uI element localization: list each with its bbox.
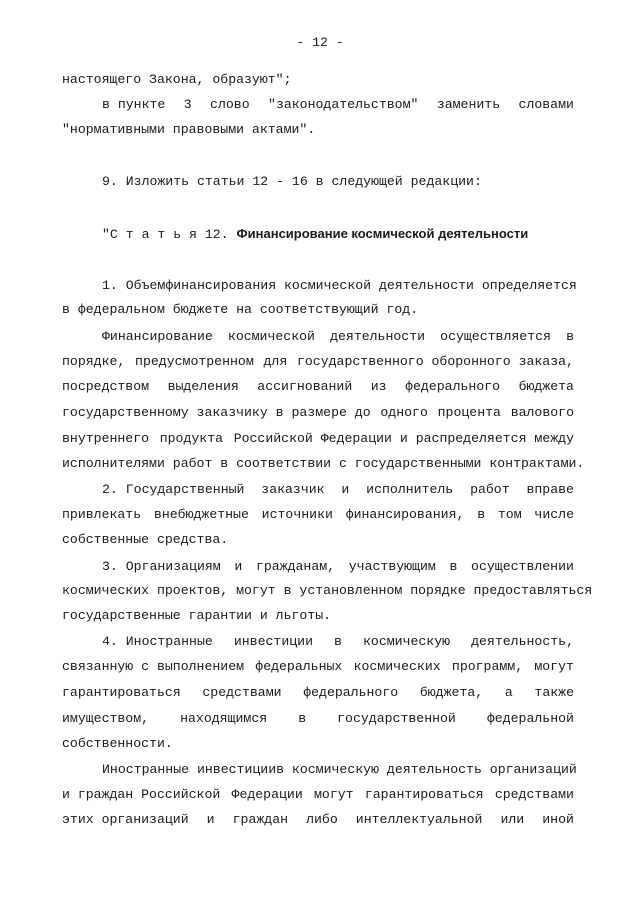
- line-word: в космическую деятельность организаций: [276, 762, 577, 777]
- line-word: космических: [353, 659, 441, 674]
- line-word: Российской Федерации и распределяется между: [233, 431, 574, 446]
- line-word: программ,: [451, 659, 524, 674]
- line-word: государственной: [337, 711, 456, 726]
- line-word: либо: [306, 812, 338, 827]
- line-word: в: [477, 507, 486, 522]
- line-word: выделения: [167, 379, 239, 394]
- text-line: [62, 431, 574, 447]
- line-word: государственному заказчику в размере до: [62, 405, 371, 420]
- line-word: работ: [470, 482, 510, 497]
- line-word: имуществом,: [62, 711, 150, 726]
- line-word: 2. Государственный: [102, 482, 245, 497]
- line-text: исполнителями работ в соответствии с государственными контрактами.: [62, 456, 585, 471]
- line-word: Финансирование: [102, 329, 213, 344]
- line-word: словами: [518, 97, 574, 112]
- text-line: [62, 72, 574, 88]
- line-word: Иностранные инвестиции: [102, 762, 277, 777]
- line-word: финансирования,: [345, 507, 465, 522]
- line-word: для: [263, 354, 288, 369]
- line-word: бюджета,: [419, 685, 484, 700]
- text-line: [62, 736, 574, 752]
- text-line: [62, 711, 574, 727]
- line-word: 3. Организациям: [102, 559, 221, 574]
- text-line: [102, 762, 577, 778]
- line-word: внебюджетные: [153, 507, 249, 522]
- line-word: и: [341, 482, 350, 497]
- text-line: [62, 685, 574, 701]
- line-word: федеральных: [255, 659, 343, 674]
- text-line: [102, 482, 574, 498]
- line-word: 3: [183, 97, 192, 112]
- line-word: посредством: [62, 379, 150, 394]
- article-heading: [102, 226, 574, 242]
- line-word: внутреннего: [62, 431, 150, 446]
- line-word: Федерации: [231, 787, 303, 802]
- line-word: иной: [542, 812, 574, 827]
- line-word: заменить: [436, 97, 501, 112]
- line-word: одного: [380, 405, 428, 420]
- text-line: [62, 787, 574, 803]
- line-word: и: [234, 559, 243, 574]
- line-word: порядке,: [62, 354, 126, 369]
- text-line: [62, 583, 593, 599]
- line-word: средствами: [202, 685, 282, 700]
- line-word: бюджета: [518, 379, 574, 394]
- page-number: - 12 -: [296, 35, 344, 50]
- line-word: 4. Иностранные: [102, 634, 213, 649]
- line-text: настоящего Закона, образуют";: [62, 72, 292, 87]
- line-text: 9. Изложить статьи 12 - 16 в следующей редакции:: [102, 174, 482, 189]
- line-word: средствами: [494, 787, 574, 802]
- text-line: [62, 532, 574, 548]
- line-text: космических проектов, могут в установленном порядке предоставляться: [62, 583, 593, 598]
- line-text: в федеральном бюджете на соответствующий год.: [62, 302, 419, 317]
- text-line: [62, 379, 574, 395]
- line-word: в: [449, 559, 458, 574]
- line-word: участвующим: [348, 559, 436, 574]
- line-word: деятельность,: [471, 634, 574, 649]
- line-word: и граждан Российской: [62, 787, 221, 802]
- line-word: из: [370, 379, 387, 394]
- line-text: государственные гарантии и льготы.: [62, 608, 332, 623]
- text-line: [102, 634, 574, 650]
- line-word: предусмотренном: [135, 354, 254, 369]
- line-word: федеральной: [486, 711, 574, 726]
- line-word: федерального: [405, 379, 501, 394]
- text-line: [62, 456, 585, 472]
- line-word: также: [534, 685, 574, 700]
- line-word: исполнитель: [366, 482, 454, 497]
- text-line: [62, 302, 574, 318]
- line-word: валового: [510, 405, 574, 420]
- line-word: находящимся: [180, 711, 268, 726]
- line-word: и: [206, 812, 215, 827]
- line-word: в пункте: [102, 97, 166, 112]
- line-word: привлекать: [62, 507, 142, 522]
- text-line: [62, 659, 574, 675]
- line-word: ассигнований: [257, 379, 353, 394]
- article-title: Финансирование космической деятельности: [236, 226, 529, 241]
- line-word: финансирования космической деятельности определяется: [165, 278, 577, 293]
- text-line: [102, 559, 574, 575]
- line-word: или: [500, 812, 525, 827]
- line-word: гарантироваться: [62, 685, 181, 700]
- line-word: осуществляется: [440, 329, 551, 344]
- line-word: а: [504, 685, 513, 700]
- line-word: связанную с выполнением: [62, 659, 245, 674]
- text-line: [62, 812, 574, 828]
- line-word: процента: [437, 405, 501, 420]
- text-line: [62, 405, 574, 421]
- line-word: том: [497, 507, 522, 522]
- line-word: могут: [534, 659, 574, 674]
- line-word: слово: [210, 97, 250, 112]
- line-word: гражданам,: [255, 559, 336, 574]
- line-word: источники: [261, 507, 333, 522]
- text-line: [102, 174, 574, 190]
- line-text: собственные средства.: [62, 532, 229, 547]
- line-word: космическую: [363, 634, 451, 649]
- article-label: "С т а т ь я 12.: [102, 227, 229, 242]
- text-line: [102, 97, 574, 113]
- text-line: [102, 329, 574, 345]
- line-word: заказчик: [261, 482, 325, 497]
- line-word: деятельности: [330, 329, 426, 344]
- line-word: продукта: [159, 431, 224, 446]
- line-word: "законодательством": [268, 97, 419, 112]
- line-word: государственного оборонного заказа,: [296, 354, 574, 369]
- line-word: вправе: [526, 482, 574, 497]
- line-word: граждан: [232, 812, 289, 827]
- line-word: 1. Объем: [102, 278, 166, 293]
- line-word: федерального: [303, 685, 399, 700]
- text-line: [62, 507, 574, 523]
- line-word: этих организаций: [62, 812, 189, 827]
- line-word: в: [298, 711, 307, 726]
- line-word: осуществлении: [471, 559, 574, 574]
- line-word: космической: [227, 329, 315, 344]
- line-word: в: [334, 634, 342, 649]
- line-word: могут: [314, 787, 354, 802]
- text-line: [62, 354, 574, 370]
- line-text: собственности.: [62, 736, 173, 751]
- line-text: "нормативными правовыми актами".: [62, 122, 316, 137]
- line-word: числе: [534, 507, 574, 522]
- line-word: гарантироваться: [364, 787, 484, 802]
- line-word: в: [566, 329, 574, 344]
- text-line: [62, 122, 574, 138]
- text-line: [102, 278, 577, 294]
- text-line: [62, 608, 574, 624]
- line-word: инвестиции: [233, 634, 313, 649]
- line-word: интеллектуальной: [355, 812, 483, 827]
